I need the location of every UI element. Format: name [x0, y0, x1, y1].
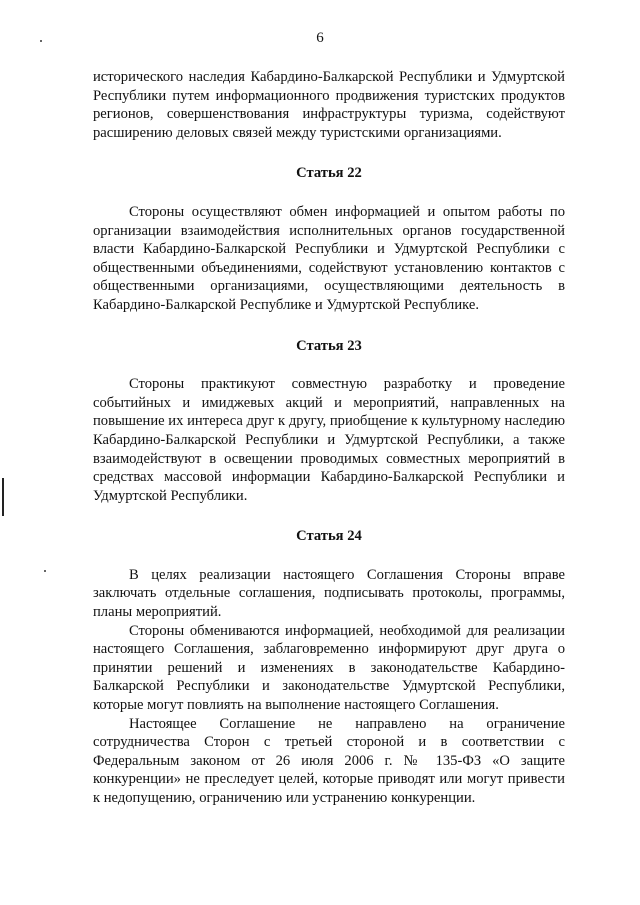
section-article-23 — [93, 337, 565, 506]
article-heading: Статья 24 — [296, 528, 362, 545]
section-article-22 — [93, 164, 565, 314]
article-heading: Статья 23 — [296, 337, 362, 354]
paragraph: В целях реализации настоящего Соглашения Стороны вправе заключать отдельные соглашения, подписывать протоколы, программы, планы мероприятий. — [93, 566, 565, 621]
paragraph: Настоящее Соглашение не направлено на ограничение сотрудничества Сторон с третьей стороной и в соответствии с Федеральным законом от 26 июля 2006 г. № 135-ФЗ «О защите конкуренции» не преследует целей, которые приводят или могут привести к недопущению, ограничению или устранению конкуренции. — [93, 715, 565, 806]
paragraph: Стороны обмениваются информацией, необходимой для реализации настоящего Соглашения, заблаговременно информируют друг друга о принятии решений и изменениях в законодательстве Кабардино-Балкарской Республики и законодательстве Удмуртской Республики, которые могут повлиять на выполнение настоящего Соглашения. — [93, 622, 565, 714]
paragraph: Стороны осуществляют обмен информацией и опытом работы по организации взаимодействия исполнительных органов государственной власти Кабардино-Балкарской Республики и Удмуртской Республики с общественными объединениями, содействуют установлению контактов с общественными организациями, осуществляющими деятельность в Кабардино-Балкарской Республике и Удмуртской Республике. — [93, 203, 565, 313]
paragraph: Стороны практикуют совместную разработку и проведение событийных и имиджевых акций и мероприятий, направленных на повышение их интереса друг к другу, приобщение к культурному наследию Кабардино-Балкарской Республики и Удмуртской Республики, а также взаимодействуют в освещении проводимых совместных мероприятий в средствах массовой информации Кабардино-Балкарской Республики и Удмуртской Республики. — [93, 376, 565, 504]
article-heading: Статья 22 — [296, 165, 362, 182]
scan-speck — [44, 570, 46, 572]
section-article-24 — [93, 527, 565, 807]
page-number: 6 — [316, 30, 324, 46]
section-continuation — [93, 68, 565, 142]
document-body — [93, 68, 565, 808]
paragraph: исторического наследия Кабардино-Балкарской Республики и Удмуртской Республики путем информационного продвижения туристских продуктов регионов, совершенствования инфраструктуры туризма, содействуют расширению деловых связей между туристскими организациями. — [93, 69, 565, 141]
scan-edge-mark — [2, 478, 4, 516]
